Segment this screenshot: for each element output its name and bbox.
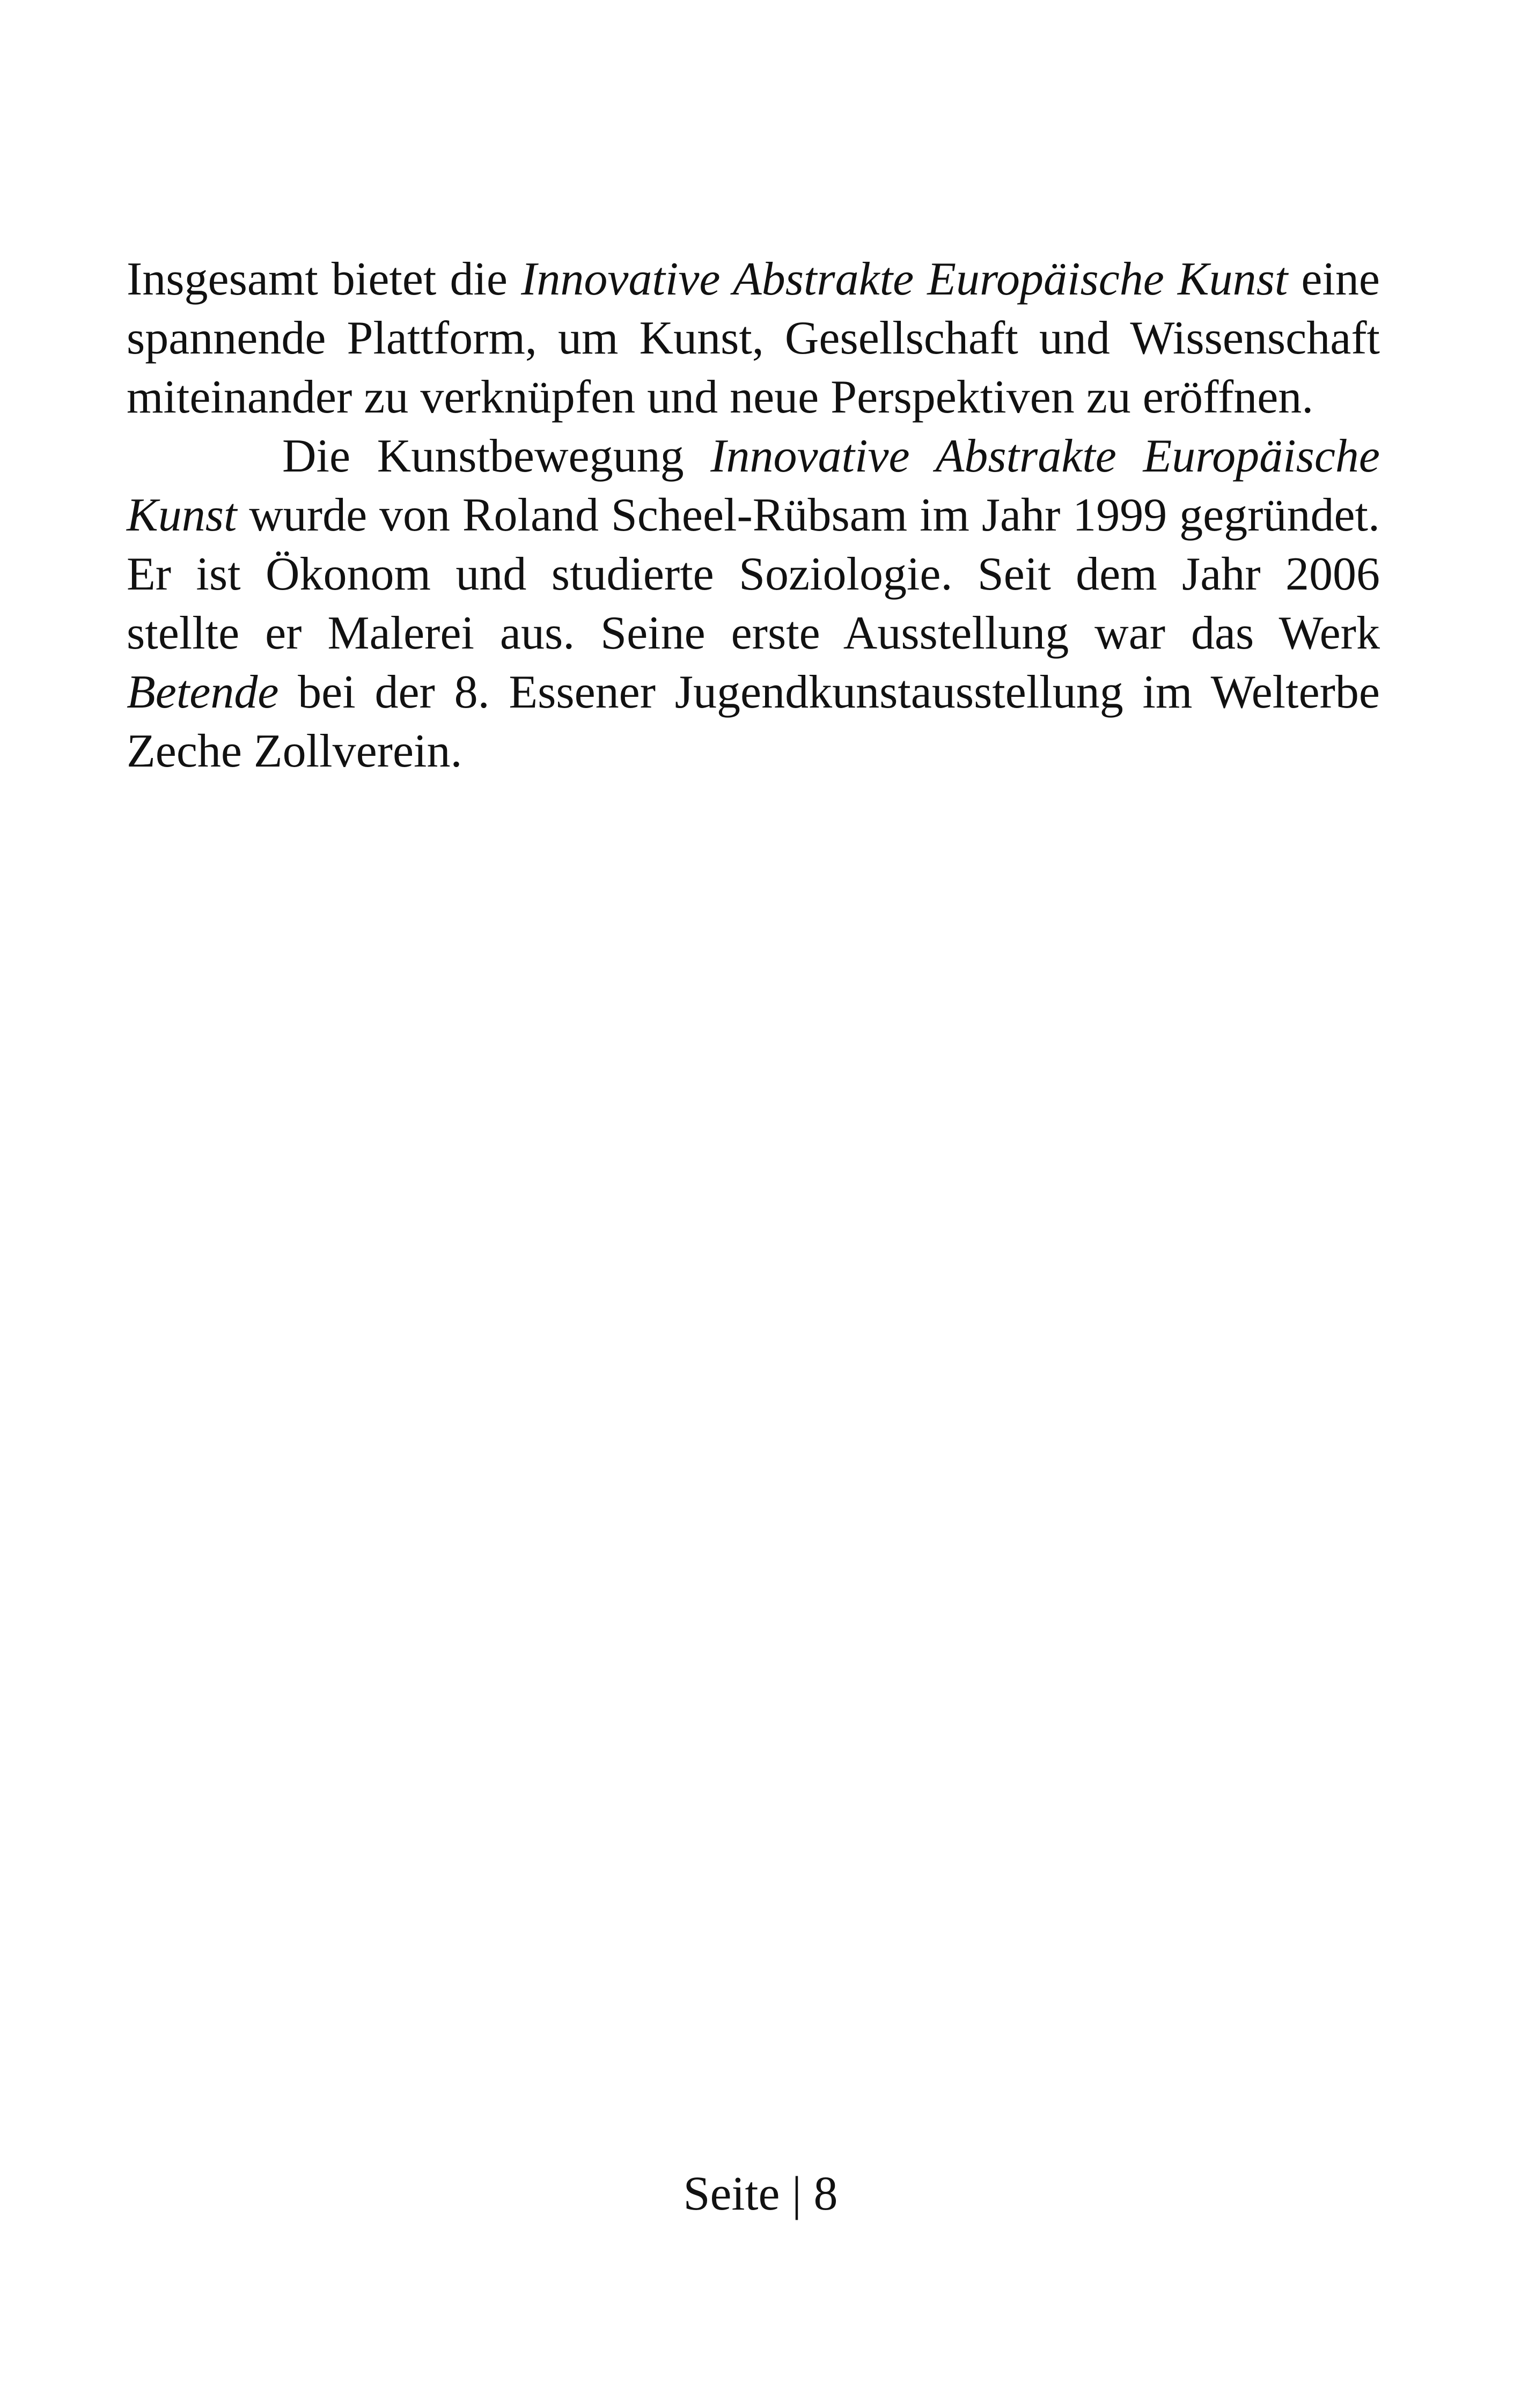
text-run: Insgesamt bietet die — [127, 253, 521, 305]
text-run: bei der 8. Essener Jugendkunstausstellung im Welterbe Zeche Zollverein. — [127, 666, 1380, 777]
paragraph-1 — [127, 250, 1380, 427]
text-run: wurde von Roland Scheel-Rübsam im Jahr 1999 gegründet. Er ist Ökonom und studierte Soziologie. Seit dem Jahr 2006 stellte er Malerei aus. Seine erste Ausstellung war das Werk — [127, 489, 1380, 659]
text-run: eine spannende Plattform, um Kunst, Gesellschaft und Wissenschaft miteinander zu verknüpfen und neue Perspektiven zu eröffnen. — [127, 253, 1380, 423]
italic-work-title: Betende — [127, 666, 279, 718]
page-number-footer: Seite | 8 — [683, 2167, 838, 2220]
body-text — [127, 250, 1380, 781]
italic-title: Innovative Abstrakte Europäische Kunst — [127, 430, 1380, 541]
italic-title: Innovative Abstrakte Europäische Kunst — [521, 253, 1288, 305]
paragraph-2 — [127, 427, 1380, 781]
text-run: Die Kunstbewegung — [282, 430, 711, 482]
